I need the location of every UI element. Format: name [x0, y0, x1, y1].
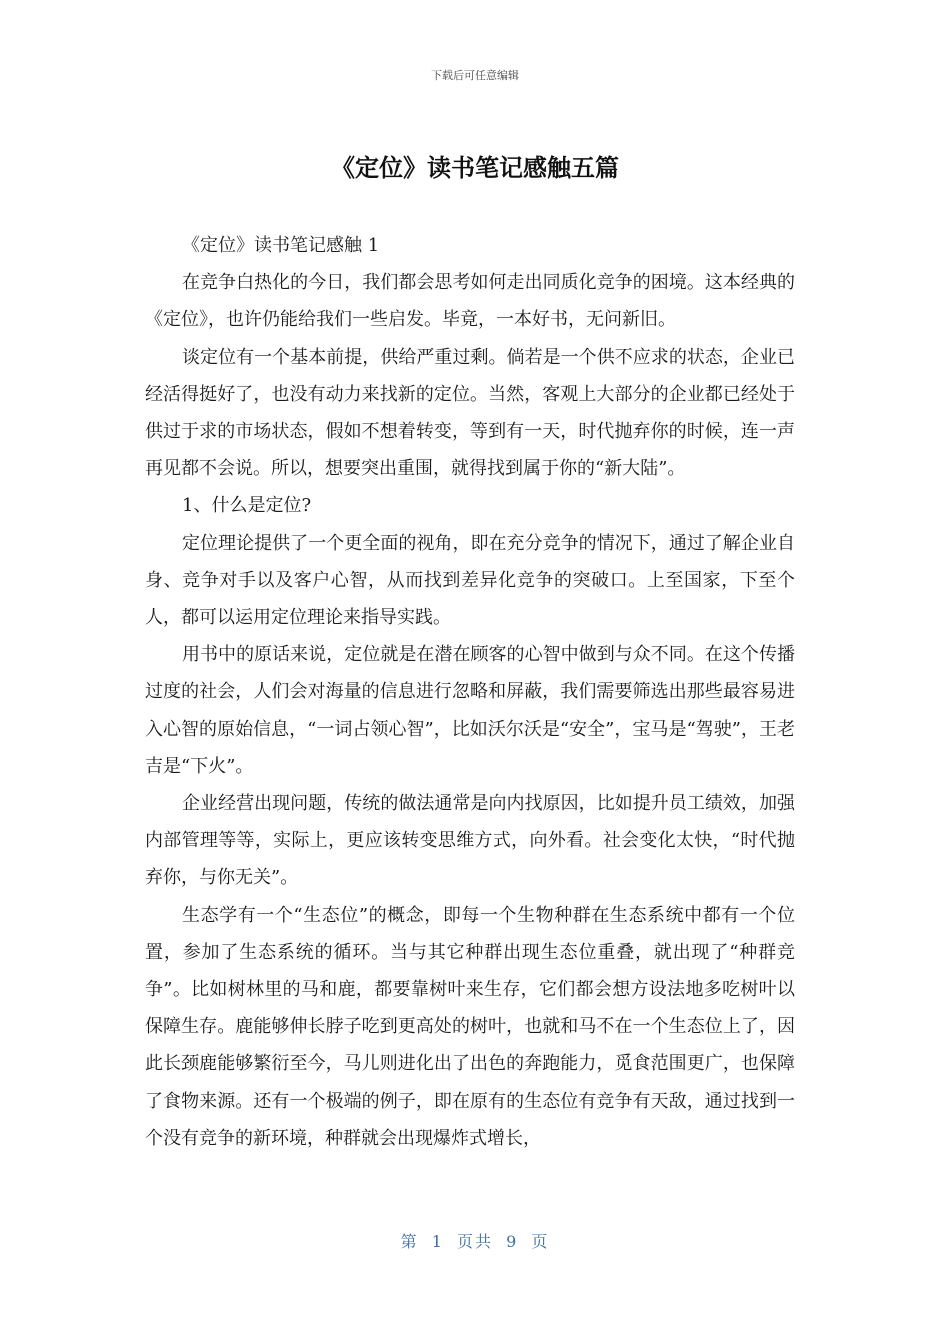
header-note: 下载后可任意编辑 — [431, 69, 519, 82]
page-number-footer: 第 1 页共 9 页 — [400, 1232, 550, 1251]
document-title: 《定位》读书笔记感触五篇 — [331, 154, 619, 182]
document-body — [145, 227, 795, 1157]
subsection-heading: 1、什么是定位? — [182, 495, 312, 517]
paragraph: 定位理论提供了一个更全面的视角，即在充分竞争的情况下，通过了解企业自身、竞争对手以及客户心智，从而找到差异化竞争的突破口。上至国家，下至个人，都可以运用定位理论来指导实践。 — [145, 532, 795, 629]
paragraph: 用书中的原话来说，定位就是在潜在顾客的心智中做到与众不同。在这个传播过度的社会，人们会对海量的信息进行忽略和屏蔽，我们需要筛选出那些最容易进入心智的原始信息，“一词占领心智”，比如沃尔沃是“安全”，宝马是“驾驶”，王老吉是“下火”。 — [145, 644, 795, 777]
section-heading: 《定位》读书笔记感触 1 — [182, 235, 380, 256]
paragraph: 企业经营出现问题，传统的做法通常是向内找原因，比如提升员工绩效，加强内部管理等等，实际上，更应该转变思维方式，向外看。社会变化太快，“时代抛弃你，与你无关”。 — [145, 793, 795, 889]
paragraph: 谈定位有一个基本前提，供给严重过剩。倘若是一个供不应求的状态，企业已经活得挺好了，也没有动力来找新的定位。当然，客观上大部分的企业都已经处于供过于求的市场状态，假如不想着转变，等到有一天，时代抛弃你的时候，连一声再见都不会说。所以，想要突出重围，就得找到属于你的“新大陆”。 — [145, 346, 795, 480]
paragraph: 在竞争白热化的今日，我们都会思考如何走出同质化竞争的困境。这本经典的《定位》，也许仍能给我们一些启发。毕竟，一本好书，无问新旧。 — [145, 272, 795, 331]
paragraph: 生态学有一个“生态位”的概念，即每一个生物种群在生态系统中都有一个位置，参加了生态系统的循环。当与其它种群出现生态位重叠，就出现了“种群竞争”。比如树林里的马和鹿，都要靠树叶来生存，它们都会想方设法地多吃树叶以保障生存。鹿能够伸长脖子吃到更高处的树叶，也就和马不在一个生态位上了，因此长颈鹿能够繁衍至今，马儿则进化出了出色的奔跑能力，觅食范围更广，也保障了食物来源。还有一个极端的例子，即在原有的生态位有竞争有天敌，通过找到一个没有竞争的新环境，种群就会出现爆炸式增长， — [145, 904, 795, 1149]
